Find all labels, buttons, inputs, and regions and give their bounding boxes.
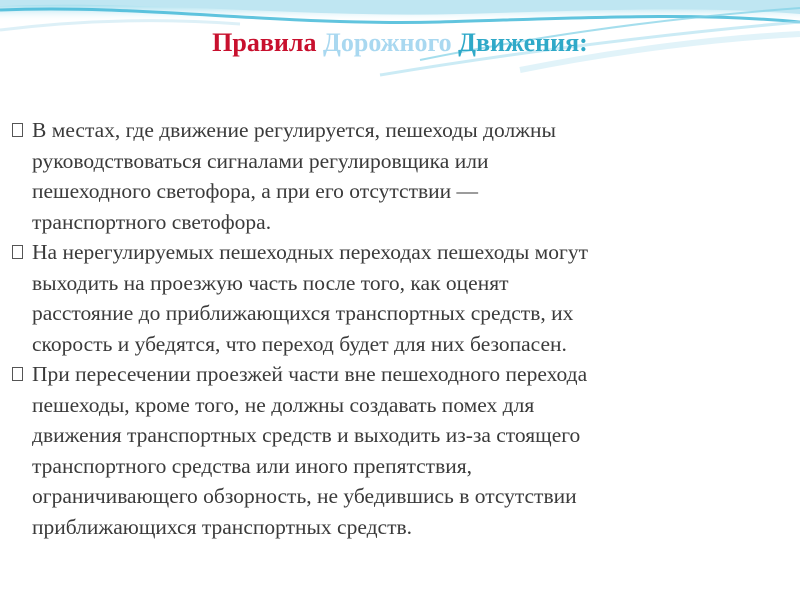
rule-line: пешеходного светофора, а при его отсутствии —: [32, 179, 478, 203]
square-bullet-icon: [12, 245, 23, 259]
rule-line: приближающихся транспортных средств.: [32, 514, 413, 539]
rule-line: руководствоваться сигналами регулировщика или: [32, 148, 489, 173]
square-bullet-icon: [12, 367, 23, 381]
rule-line: транспортного светофора.: [32, 209, 272, 234]
rule-line: выходить на проезжую часть после того, как оценят: [32, 270, 509, 295]
rule-line: расстояние до приближающихся транспортных средств, их: [32, 301, 574, 325]
rules-list: [12, 115, 782, 542]
rule-line: транспортного средства или иного препятствия,: [32, 453, 472, 478]
rule-line: скорость и убедятся, что переход будет для них безопасен.: [32, 331, 567, 356]
title-word-1: Правила: [212, 28, 317, 57]
slide-title: [0, 28, 800, 58]
rule-line: ограничивающего обзорность, не убедившись в отсутствии: [32, 484, 577, 508]
square-bullet-icon: [12, 123, 23, 137]
rule-line: На нерегулируемых пешеходных переходах пешеходы могут: [32, 240, 588, 264]
rule-line: движения транспортных средств и выходить из-за стоящего: [32, 423, 581, 447]
rule-paragraph: [12, 237, 782, 359]
rule-line: При пересечении проезжей части вне пешеходного перехода: [32, 362, 588, 386]
rule-paragraph: [12, 115, 782, 237]
rule-paragraph: [12, 359, 782, 542]
title-word-2: Дорожного: [322, 28, 452, 57]
rule-line: В местах, где движение регулируется, пешеходы должны: [32, 118, 556, 142]
rule-line: пешеходы, кроме того, не должны создавать помех для: [32, 392, 535, 417]
title-word-3: Движения:: [458, 28, 588, 57]
